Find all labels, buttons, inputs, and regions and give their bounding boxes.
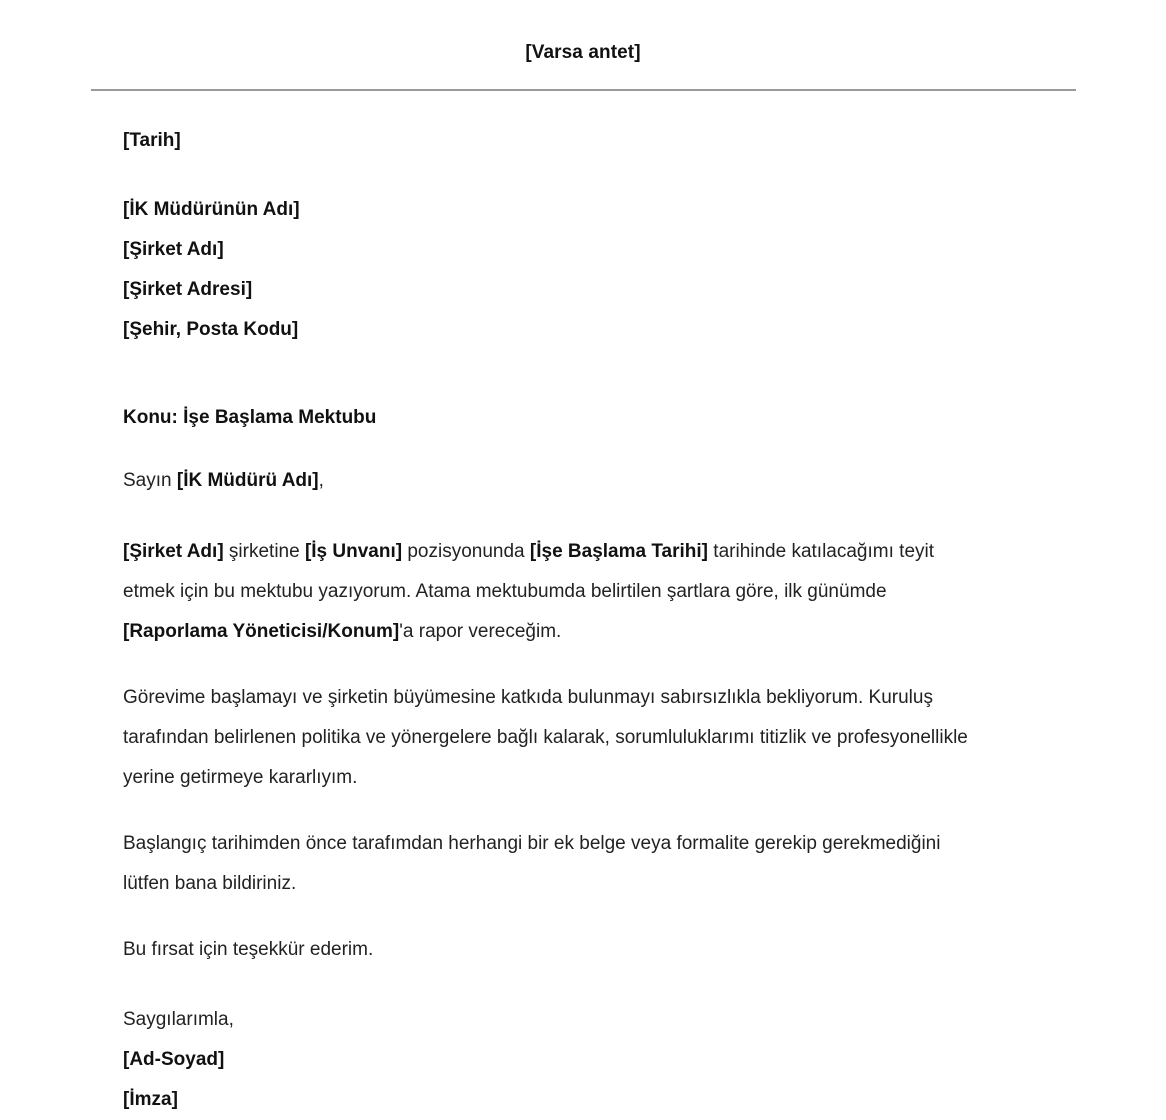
header-divider: [91, 89, 1076, 91]
job-title-placeholder: [İş Unvanı]: [304, 541, 403, 562]
letter-body: [0, 121, 983, 1120]
salutation-recipient-placeholder: [İK Müdürü Adı]: [176, 470, 319, 491]
recipient-name: [İK Müdürünün Adı]: [123, 199, 300, 220]
subject-line: Konu: İşe Başlama Mektubu: [123, 407, 377, 428]
paragraph-thanks: Bu fırsat için teşekkür ederim.: [123, 939, 374, 960]
salutation-suffix: ,: [318, 470, 324, 491]
company-placeholder: [Şirket Adı]: [123, 541, 224, 562]
closing-salutation: Saygılarımla,: [123, 1009, 234, 1030]
paragraph-text-1: şirketine: [223, 541, 305, 562]
paragraph-documents-request: Başlangıç tarihimden önce tarafımdan herhangi bir ek belge veya formalite gerekip gerekmediğini lütfen bana bildiriniz.: [123, 833, 941, 894]
date-line: [Tarih]: [123, 130, 181, 151]
signature-mark-placeholder: [İmza]: [123, 1089, 178, 1110]
paragraph-text-4: 'a rapor vereceğim.: [399, 621, 562, 642]
paragraph-text-2: pozisyonunda: [402, 541, 530, 562]
reporting-manager-placeholder: [Raporlama Yöneticisi/Konum]: [123, 621, 400, 642]
salutation-prefix: Sayın: [123, 470, 177, 491]
salutation: [123, 461, 983, 501]
paragraph-text-3: tarihinde katılacağımı teyit etmek için bu mektubu yazıyorum. Atama mektubumda belirtilen şartlara göre, ilk günümde: [123, 541, 935, 602]
start-date-placeholder: [İşe Başlama Tarihi]: [529, 541, 709, 562]
recipient-street: [Şirket Adresi]: [123, 279, 253, 300]
paragraph-confirmation: [123, 532, 981, 652]
recipient-company: [Şirket Adı]: [123, 239, 224, 260]
letterhead-title: [Varsa antet]: [525, 42, 641, 63]
paragraph-commitment: Görevime başlamayı ve şirketin büyümesine katkıda bulunmayı sabırsızlıkla bekliyorum. Kuruluş tarafından belirlenen politika ve yönergelere bağlı kalarak, sorumluluklarımı titizlik ve profesyonellikle yerine getirmeye kararlıyım.: [123, 687, 968, 788]
signature-name-placeholder: [Ad-Soyad]: [123, 1049, 225, 1070]
signature-block: [123, 1000, 983, 1120]
recipient-address-block: [123, 190, 983, 350]
recipient-city-postal: [Şehir, Posta Kodu]: [123, 319, 299, 340]
